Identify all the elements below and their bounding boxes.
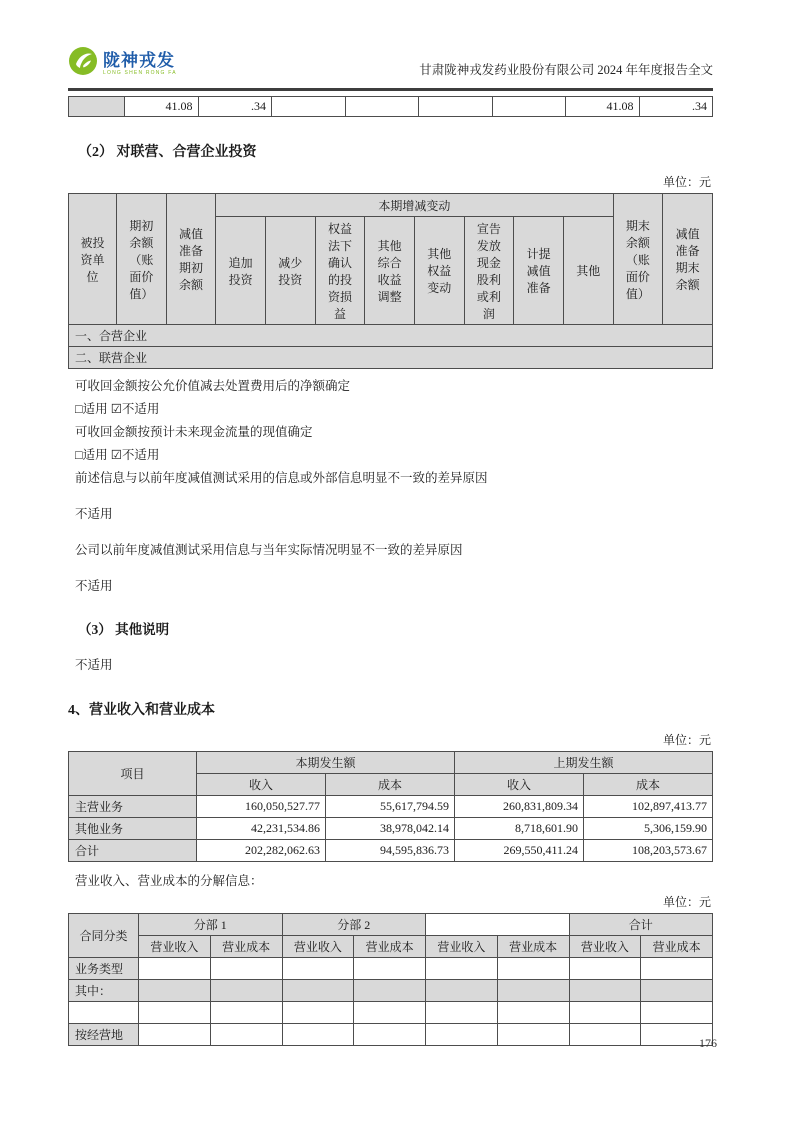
company-logo — [68, 46, 177, 81]
checkbox-unchecked-icon: □ — [75, 402, 83, 416]
col-header-operating-cost: 营业成本 — [641, 936, 713, 958]
col-header-contract-category: 合同分类 — [69, 914, 139, 958]
breakdown-note: 营业收入、营业成本的分解信息： — [75, 874, 263, 888]
checkbox-checked-icon: ☑ — [110, 402, 122, 416]
table-cell: .34 — [198, 97, 272, 117]
table-cell: 38,978,042.14 — [326, 818, 455, 840]
section-row-associates: 二、联营企业 — [69, 347, 713, 369]
prior-test-diff-line: 公司以前年度减值测试采用信息与当年实际情况明显不一致的差异原因 — [75, 543, 463, 557]
table-cell — [419, 97, 493, 117]
checkbox-unchecked-icon: □ — [75, 448, 83, 462]
table-row — [69, 1002, 713, 1024]
row-label: 其他业务 — [69, 818, 197, 840]
table-row — [69, 796, 713, 818]
group-header-prior-period: 上期发生额 — [455, 752, 713, 774]
unit-label: 单位：元 — [662, 733, 711, 747]
table-cell — [354, 958, 426, 980]
col-header-cost: 成本 — [326, 774, 455, 796]
table-cell — [354, 1024, 426, 1046]
table-cell — [282, 958, 354, 980]
col-header-operating-income: 营业收入 — [139, 936, 211, 958]
col-header-equity-method-pl: 权益法下确认的投资损益 — [315, 217, 365, 325]
table-cell: 94,595,836.73 — [326, 840, 455, 862]
recoverable-cash-flow-line: 可收回金额按预计未来现金流量的现值确定 — [75, 425, 313, 439]
col-header-item: 项目 — [69, 752, 197, 796]
table-row — [69, 818, 713, 840]
recoverable-fair-value-line: 可收回金额按公允价值减去处置费用后的净额确定 — [75, 379, 351, 393]
table-row — [69, 958, 713, 980]
table-cell — [354, 1002, 426, 1024]
col-header-opening-impairment: 减值准备期初余额 — [166, 194, 216, 325]
col-header-operating-cost: 营业成本 — [497, 936, 569, 958]
row-label — [69, 1002, 139, 1024]
table-cell — [569, 958, 641, 980]
table-cell: 202,282,062.63 — [197, 840, 326, 862]
table-cell — [345, 97, 419, 117]
section-heading-2: （2） 对联营、合营企业投资 — [78, 145, 257, 160]
report-title: 甘肃陇神戎发药业股份有限公司 2024 年年度报告全文 — [419, 63, 713, 77]
table-cell: 41.08 — [125, 97, 199, 117]
col-header-other-equity-changes: 其他权益变动 — [414, 217, 464, 325]
invest-table — [68, 193, 713, 369]
group-header-segment-1: 分部 1 — [139, 914, 283, 936]
table-cell — [641, 958, 713, 980]
table-row — [69, 840, 713, 862]
col-header-impairment-provision: 计提减值准备 — [514, 217, 564, 325]
table-row — [69, 980, 713, 1002]
col-header-operating-income: 营业收入 — [282, 936, 354, 958]
table-cell: 42,231,534.86 — [197, 818, 326, 840]
table-cell — [426, 980, 498, 1002]
col-header-operating-cost: 营业成本 — [210, 936, 282, 958]
table-cell — [139, 958, 211, 980]
table-cell — [354, 980, 426, 1002]
row-label: 主营业务 — [69, 796, 197, 818]
group-header-current-period: 本期发生额 — [197, 752, 455, 774]
table-cell — [641, 980, 713, 1002]
table-cell — [641, 1002, 713, 1024]
section-heading-4: 4、营业收入和营业成本 — [68, 703, 215, 718]
table-cell — [492, 97, 566, 117]
col-header-closing-impairment: 减值准备期末余额 — [663, 194, 713, 325]
col-header-additional-investment: 追加投资 — [216, 217, 266, 325]
applicability-line: □适用 ☑不适用 — [75, 448, 160, 462]
table-cell — [569, 1002, 641, 1024]
col-header-cost: 成本 — [584, 774, 713, 796]
table-cell — [210, 1002, 282, 1024]
table-cell — [569, 980, 641, 1002]
row-label: 合计 — [69, 840, 197, 862]
table-cell — [282, 1002, 354, 1024]
row-label: 其中： — [69, 980, 139, 1002]
revenue-table — [68, 751, 713, 862]
col-header-closing-balance: 期末余额（账面价值） — [613, 194, 663, 325]
col-header-income: 收入 — [197, 774, 326, 796]
checkbox-checked-icon: ☑ — [110, 448, 122, 462]
table-cell — [497, 958, 569, 980]
group-header-segment-2: 分部 2 — [282, 914, 426, 936]
col-header-investee: 被投资单位 — [69, 194, 117, 325]
col-header-operating-cost: 营业成本 — [354, 936, 426, 958]
group-header-current-changes: 本期增减变动 — [216, 194, 613, 217]
table-cell: 55,617,794.59 — [326, 796, 455, 818]
revenue-breakdown-table — [68, 913, 713, 1046]
table-cell: .34 — [639, 97, 713, 117]
table-cell — [569, 1024, 641, 1046]
company-logo-name: 陇神戎发 — [103, 50, 175, 70]
table-cell: 269,550,411.24 — [455, 840, 584, 862]
not-applicable-text: 不适用 — [75, 658, 113, 672]
table-cell — [497, 1024, 569, 1046]
table-cell — [426, 1002, 498, 1024]
table-cell — [282, 980, 354, 1002]
group-header-blank — [426, 914, 570, 936]
applicability-line: □适用 ☑不适用 — [75, 402, 160, 416]
page-header — [68, 0, 713, 91]
table-cell: 160,050,527.77 — [197, 796, 326, 818]
row-label: 按经营地 — [69, 1024, 139, 1046]
col-header-opening-balance: 期初余额（账面价值） — [117, 194, 167, 325]
table-cell — [210, 958, 282, 980]
not-applicable-text: 不适用 — [75, 507, 113, 521]
row-label: 业务类型 — [69, 958, 139, 980]
col-header-operating-income: 营业收入 — [426, 936, 498, 958]
table-cell — [497, 980, 569, 1002]
table-cell: 8,718,601.90 — [455, 818, 584, 840]
table-cell: 108,203,573.67 — [584, 840, 713, 862]
group-header-total: 合计 — [569, 914, 713, 936]
table-cell: 41.08 — [566, 97, 640, 117]
table-cell — [69, 97, 125, 117]
col-header-reduced-investment: 减少投资 — [265, 217, 315, 325]
col-header-income: 收入 — [455, 774, 584, 796]
not-applicable-text: 不适用 — [75, 579, 113, 593]
table-cell: 260,831,809.34 — [455, 796, 584, 818]
table-cell — [139, 980, 211, 1002]
company-logo-subname: LONG SHEN RONG FA — [103, 69, 177, 76]
table-cell — [426, 1024, 498, 1046]
page-number: 176 — [699, 1036, 717, 1050]
unit-label: 单位：元 — [662, 175, 711, 189]
table-cell — [210, 980, 282, 1002]
col-header-operating-income: 营业收入 — [569, 936, 641, 958]
section-row-joint-ventures: 一、合营企业 — [69, 325, 713, 347]
table-cell — [497, 1002, 569, 1024]
table-row — [69, 1024, 713, 1046]
company-logo-icon — [68, 46, 98, 81]
table-cell — [210, 1024, 282, 1046]
table-cell — [139, 1024, 211, 1046]
col-header-declared-dividends: 宣告发放现金股利或利润 — [464, 217, 514, 325]
table-cell — [426, 958, 498, 980]
unit-label: 单位：元 — [662, 895, 711, 909]
col-header-oci-adjustment: 其他综合收益调整 — [365, 217, 415, 325]
table-cell: 102,897,413.77 — [584, 796, 713, 818]
table-cell — [272, 97, 346, 117]
table-cell: 5,306,159.90 — [584, 818, 713, 840]
table-cell — [282, 1024, 354, 1046]
table-cell — [139, 1002, 211, 1024]
section-heading-3: （3） 其他说明 — [78, 622, 170, 637]
prior-info-diff-line: 前述信息与以前年度减值测试采用的信息或外部信息明显不一致的差异原因 — [75, 471, 488, 485]
col-header-other: 其他 — [563, 217, 613, 325]
carryover-table — [68, 96, 713, 117]
